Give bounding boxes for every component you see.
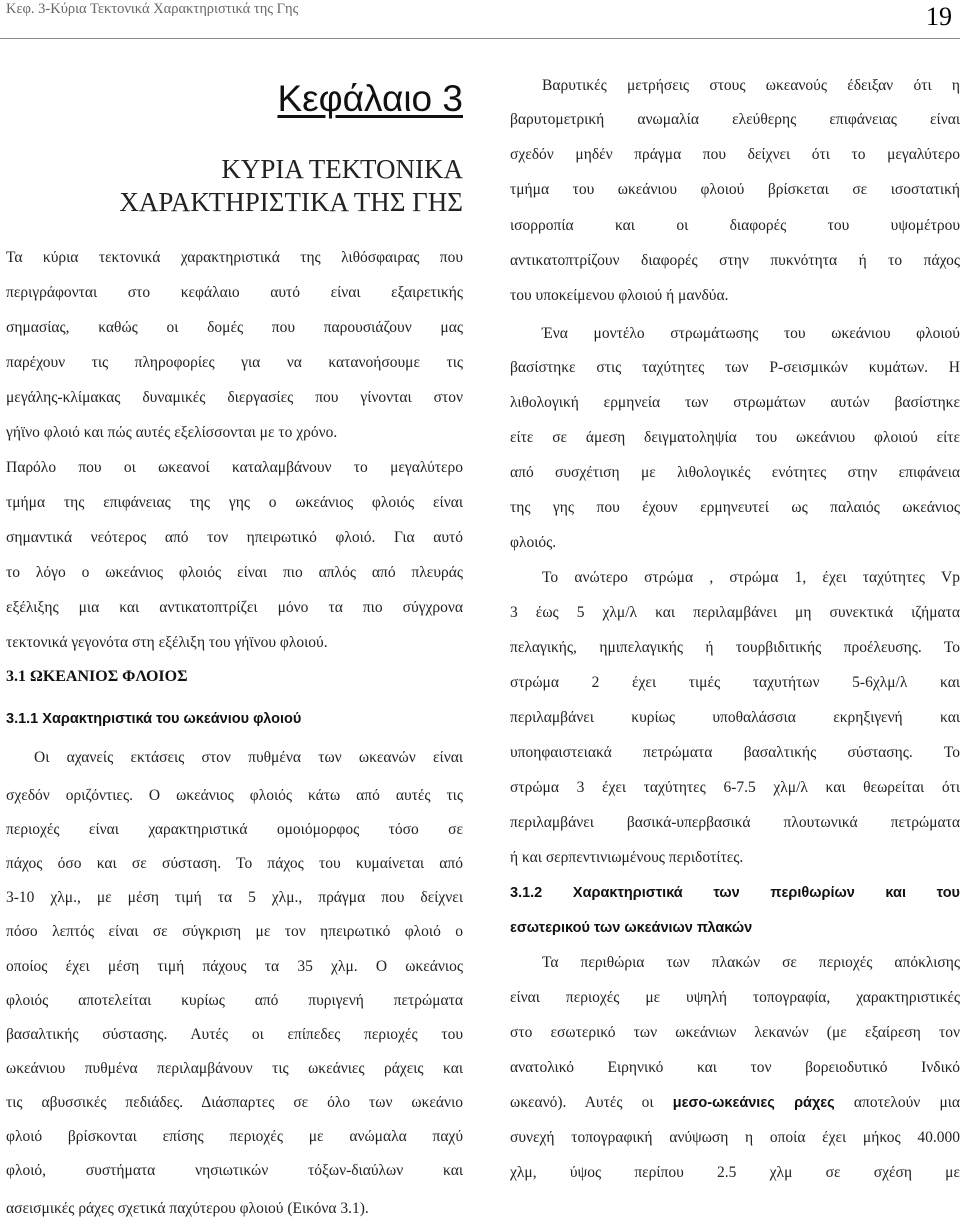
text-line: πόσο λεπτός είναι σε σύγκριση με τον ηπειρωτικό φλοιό ο — [6, 923, 463, 940]
text-line: βαρυτομετρική ανωμαλία ελεύθερης επιφάνειας είναι — [510, 111, 960, 128]
text-line: οποίος έχει μέση τιμή πάχους τα 35 χλμ. Ο ωκεάνιος — [6, 958, 463, 975]
chapter-title-line-2: ΧΑΡΑΚΤΗΡΙΣΤΙΚΑ ΤΗΣ ΓΗΣ — [119, 187, 463, 217]
text-line: τεκτονικά γεγονότα στη εξέλιξη του γήϊνου φλοιού. — [6, 634, 328, 651]
text-line: είτε σε άμεση δειγματοληψία του ωκεάνιου φλοιού είτε — [510, 429, 960, 446]
text-line: από συσχέτιση με λιθολογικές ενότητες στην επιφάνεια — [510, 464, 960, 481]
text-line: 3-10 χλμ., με μέση τιμή τα 5 χλμ., πράγμα που δείχνει — [6, 889, 463, 906]
chapter-title-line-1: ΚΥΡΙΑ ΤΕΚΤΟΝΙΚΑ — [221, 154, 463, 184]
text-line: τμήμα του ωκεάνιου φλοιού βρίσκεται σε ισοστατική — [510, 181, 960, 198]
text-span: αποτελούν μια — [853, 1094, 960, 1111]
text-line: είναι περιοχές με υψηλή τοπογραφία, χαρακτηριστικές — [510, 989, 960, 1006]
subsection-heading: 3.1.1 Χαρακτηριστικά του ωκεάνιου φλοιού — [6, 711, 302, 727]
text-line: γήϊνο φλοιό και πώς αυτές εξελίσσονται με το χρόνο. — [6, 424, 338, 441]
text-line: σημασίας, καθώς οι δομές που παρουσιάζουν μας — [6, 319, 463, 336]
text-line: υποηφαιστειακά πετρώματα βασαλτικής σύστασης. Το — [510, 744, 960, 761]
text-line: το λόγο ο ωκεάνιος φλοιός είναι πιο απλός από πλευράς — [6, 564, 463, 581]
text-line: Το ανώτερο στρώμα , στρώμα 1, έχει ταχύτητες Vp — [542, 569, 960, 586]
text-line: τις αβυσσικές πεδιάδες. Διάσπαρτες σε όλο των ωκεάνιο — [6, 1094, 463, 1111]
text-line: ασεισμικές ράχες σχετικά παχύτερου φλοιού (Εικόνα 3.1). — [6, 1200, 369, 1217]
left-column — [6, 0, 463, 1227]
text-line: Παρόλο που οι ωκεανοί καταλαμβάνουν το μεγαλύτερο — [6, 459, 463, 476]
text-span: ωκεανό). Αυτές οι — [510, 1094, 654, 1111]
running-title: Κεφ. 3-Κύρια Τεκτονικά Χαρακτηριστικά της Γης — [6, 1, 299, 17]
text-line: φλοιό, συστήματα νησιωτικών τόξων-διαύλων και — [6, 1162, 463, 1179]
text-line: περιλαμβάνει βασικά-υπερβασικά πλουτωνικά πετρώματα — [510, 814, 960, 831]
text-line: φλοιό βρίσκονται επίσης περιοχές με ανώμαλα παχύ — [6, 1128, 463, 1145]
text-line: τμήμα της επιφάνειας της γης ο ωκεάνιος φλοιός είναι — [6, 494, 463, 511]
text-line: παρέχουν τις πληροφορίες για να κατανοήσουμε τις — [6, 354, 463, 371]
text-line: πάχος όσο και σε σύσταση. Το πάχος του κυμαίνεται από — [6, 855, 463, 872]
text-line: στρώμα 3 έχει ταχύτητες 6-7.5 χλμ/λ και θεωρείται ότι — [510, 779, 960, 796]
text-line: ωκεάνιου πυθμένα περιλαμβάνουν τις ωκεάνιες ράχεις και — [6, 1060, 463, 1077]
subsection-heading-line-1: 3.1.2 Χαρακτηριστικά των περιθωρίων και του — [510, 885, 960, 901]
page-number: 19 — [926, 2, 952, 31]
text-line: Ένα μοντέλο στρωμάτωσης του ωκεάνιου φλοιού — [542, 325, 960, 342]
text-line: ισορροπία και οι διαφορές του υψομέτρου — [510, 217, 960, 234]
text-line: Τα κύρια τεκτονικά χαρακτηριστικά της λιθόσφαιρας που — [6, 249, 463, 266]
subsection-heading-line-2: εσωτερικού των ωκεάνιων πλακών — [510, 920, 753, 936]
text-line: χλμ, ύψος περίπου 2.5 χλμ σε σχέση με — [510, 1164, 960, 1181]
text-line: περιλαμβάνει κυρίως υποθαλάσσια εκρηξιγενή και — [510, 709, 960, 726]
text-line: βασίστηκε στις ταχύτητες των P-σεισμικών κυμάτων. Η — [510, 359, 960, 376]
text-line: σχεδόν οριζόντιες. Ο ωκεάνιος φλοιός κάτω από αυτές τις — [6, 787, 463, 804]
text-line: Οι αχανείς εκτάσεις στον πυθμένα των ωκεανών είναι — [34, 749, 463, 766]
text-line: αντικατοπτρίζουν διαφορές στην πυκνότητα ή το πάχος — [510, 252, 960, 269]
text-line: σχεδόν μηδέν πράγμα που δείχνει ότι το μεγαλύτερο — [510, 146, 960, 163]
text-line: της γης που έχουν ερμηνευτεί ως παλαιός ωκεάνιος — [510, 499, 960, 516]
text-line: βασαλτικής σύστασης. Αυτές οι επίπεδες περιοχές του — [6, 1026, 463, 1043]
text-line: πελαγικής, ημιπελαγικής ή τουρβιδιτικής προέλευσης. Το — [510, 639, 960, 656]
text-line: Τα περιθώρια των πλακών σε περιοχές απόκλισης — [542, 954, 960, 971]
text-line: φλοιός αποτελείται κυρίως από πυριγενή πετρώματα — [6, 992, 463, 1009]
text-line: ή και σερπεντινιωμένους περιδοτίτες. — [510, 849, 744, 866]
text-line: εξέλιξης μια και αντικατοπτρίζει μόνο τα πιο σύγχρονα — [6, 599, 463, 616]
text-line: μεγάλης-κλίμακας δυναμικές διεργασίες που γίνονται στον — [6, 389, 463, 406]
text-line: στρώμα 2 έχει τιμές ταχυτήτων 5-6χλμ/λ και — [510, 674, 960, 691]
text-line: λιθολογική ερμηνεία των στρωμάτων αυτών βασίστηκε — [510, 394, 960, 411]
text-line: στο εσωτερικό των ωκεάνιων λεκανών (με εξαίρεση τον — [510, 1024, 960, 1041]
section-heading: 3.1 ΩΚΕΑΝΙΟΣ ΦΛΟΙΟΣ — [6, 668, 188, 685]
text-line: περιγράφονται στο κεφάλαιο αυτό είναι εξαιρετικής — [6, 284, 463, 301]
text-line: περιοχές είναι χαρακτηριστικά ομοιόμορφος τόσο σε — [6, 821, 463, 838]
text-line: 3 έως 5 χλμ/λ και περιλαμβάνει μη συνεκτικά ιζήματα — [510, 604, 960, 621]
text-line: ανατολικό Ειρηνικό και τον βορειοδυτικό Ινδικό — [510, 1059, 960, 1076]
chapter-label: Κεφάλαιο 3 — [277, 78, 463, 119]
text-line: σημαντικά νεότερος από τον ηπειρωτικό φλοιό. Για αυτό — [6, 529, 463, 546]
text-line: Βαρυτικές μετρήσεις στους ωκεανούς έδειξαν ότι η — [542, 77, 960, 94]
text-line: συνεχή τοπογραφική ανύψωση η οποία έχει μήκος 40.000 — [510, 1129, 960, 1146]
right-column — [510, 0, 960, 1227]
text-line: του υποκείμενου φλοιού ή μανδύα. — [510, 287, 729, 304]
text-line-mixed — [510, 1093, 960, 1113]
text-line: φλοιός. — [510, 534, 557, 551]
emphasized-term: μεσο-ωκεάνιες ράχες — [672, 1095, 835, 1111]
